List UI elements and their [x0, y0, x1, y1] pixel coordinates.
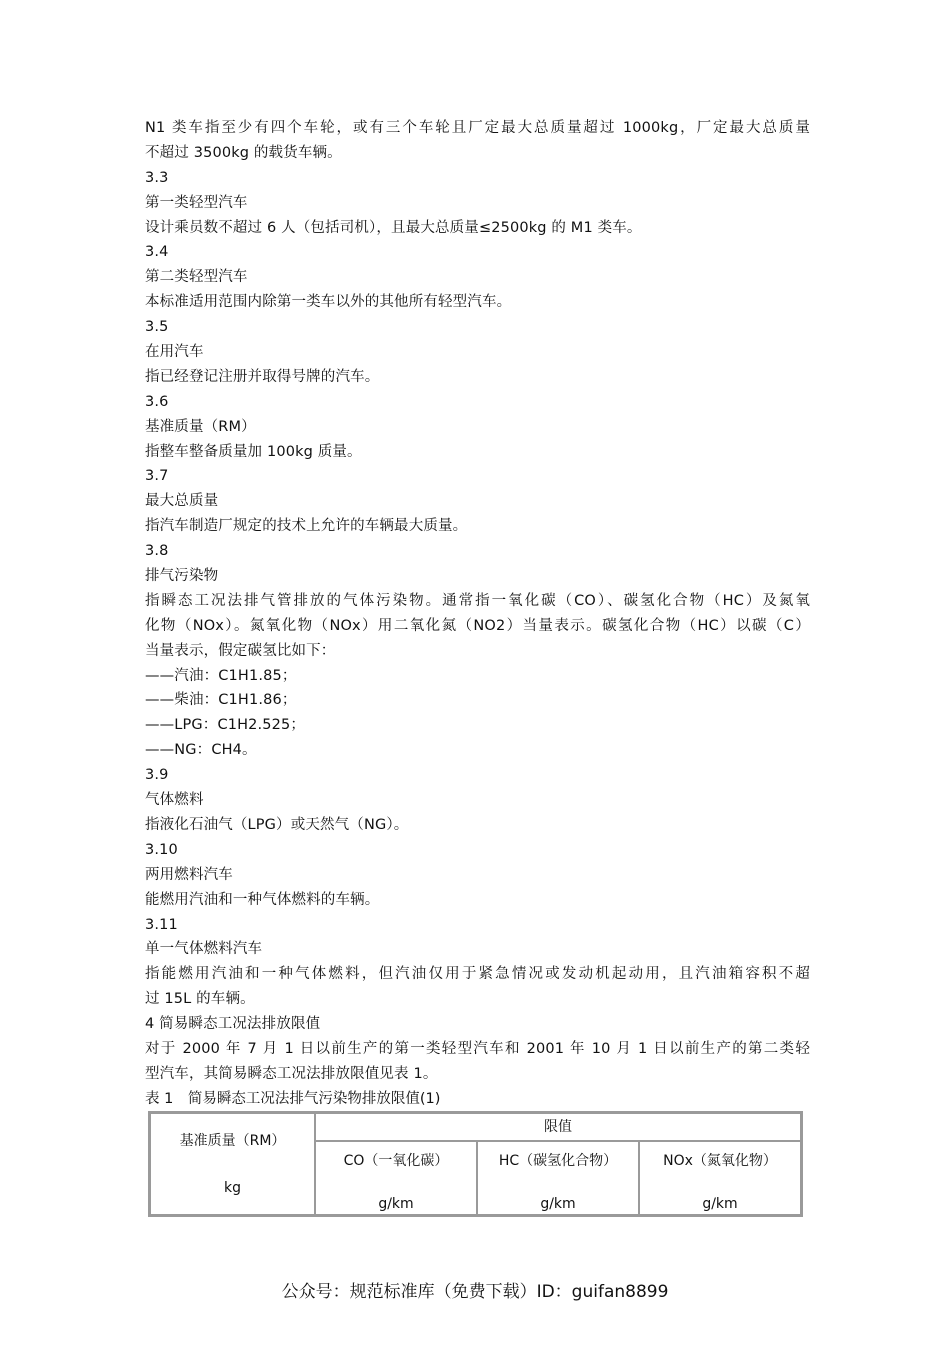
text-line: 本标准适用范围内除第一类车以外的其他所有轻型汽车。	[145, 294, 512, 311]
nox-label: NOx（氮氧化物）	[663, 1153, 777, 1169]
section-title: 单一气体燃料汽车	[145, 941, 263, 958]
emission-limits-table	[148, 1111, 803, 1217]
text-line: 指能燃用汽油和一种气体燃料，但汽油仅用于紧急情况或发动机起动用，且汽油箱容积不超	[145, 966, 810, 983]
section-number: 3.11	[145, 916, 178, 933]
co-label: CO（一氧化碳）	[343, 1153, 449, 1169]
text-line: 化物（NOx）。氮氧化物（NOx）用二氧化氮（NO2）当量表示。碳氢化合物（HC）以碳（C）	[145, 617, 810, 634]
section-title: 基准质量（RM）	[145, 418, 256, 435]
section-title: 最大总质量	[145, 493, 219, 510]
document-body	[145, 116, 810, 1111]
table-caption: 表 1 简易瞬态工况法排气污染物排放限值(1)	[145, 1090, 441, 1107]
co-unit: g/km	[378, 1196, 414, 1212]
text-line: 过 15L 的车辆。	[145, 991, 255, 1008]
limit-header: 限值	[315, 1113, 801, 1141]
co-header-cell	[315, 1141, 477, 1215]
text-line: 能燃用汽油和一种气体燃料的车辆。	[145, 891, 380, 908]
nox-unit: g/km	[702, 1196, 738, 1212]
text-line: 指汽车制造厂规定的技术上允许的车辆最大质量。	[145, 518, 468, 535]
section-title: 两用燃料汽车	[145, 866, 233, 883]
chapter-heading: 4 简易瞬态工况法排放限值	[145, 1016, 321, 1033]
section-title: 第一类轻型汽车	[145, 194, 248, 211]
section-title: 第二类轻型汽车	[145, 269, 248, 286]
section-number: 3.6	[145, 393, 169, 410]
section-number: 3.8	[145, 543, 169, 560]
section-number: 3.10	[145, 841, 178, 858]
hc-header-cell	[477, 1141, 639, 1215]
list-item: ——柴油：C1H1.86；	[145, 692, 297, 709]
section-title: 在用汽车	[145, 344, 204, 361]
text-line: 指瞬态工况法排气管排放的气体污染物。通常指一氧化碳（CO）、碳氢化合物（HC）及氮氧	[145, 592, 810, 609]
text-line: 指液化石油气（LPG）或天然气（NG）。	[145, 816, 409, 833]
footer-watermark-text: 公众号：规范标准库（免费下载）ID：guifan8899	[281, 1282, 669, 1302]
section-title: 排气污染物	[145, 568, 219, 585]
section-number: 3.7	[145, 468, 169, 485]
text-line: N1 类车指至少有四个车轮，或有三个车轮且厂定最大总质量超过 1000kg，厂定最大总质量	[145, 120, 810, 136]
nox-header-cell	[639, 1141, 801, 1215]
text-line: 型汽车，其简易瞬态工况法排放限值见表 1。	[145, 1065, 438, 1082]
text-line: 指整车整备质量加 100kg 质量。	[145, 443, 362, 460]
list-item: ——NG：CH4。	[145, 742, 257, 759]
list-item: ——LPG：C1H2.525；	[145, 717, 306, 734]
rm-label: 基准质量（RM）	[179, 1133, 286, 1149]
text-line: 不超过 3500kg 的载货车辆。	[145, 144, 342, 161]
section-number: 3.5	[145, 319, 169, 336]
section-title: 气体燃料	[145, 792, 204, 809]
rm-header-cell	[150, 1113, 315, 1215]
hc-unit: g/km	[540, 1196, 576, 1212]
hc-label: HC（碳氢化合物）	[498, 1153, 618, 1169]
rm-unit: kg	[224, 1180, 241, 1196]
text-line: 设计乘员数不超过 6 人（包括司机），且最大总质量≤2500kg 的 M1 类车。	[145, 219, 642, 236]
text-line: 当量表示，假定碳氢比如下：	[145, 642, 336, 659]
section-number: 3.3	[145, 169, 169, 186]
text-line: 指已经登记注册并取得号牌的汽车。	[145, 368, 380, 385]
section-number: 3.4	[145, 244, 169, 261]
section-number: 3.9	[145, 767, 169, 784]
list-item: ——汽油：C1H1.85；	[145, 667, 297, 684]
text-line: 对于 2000 年 7 月 1 日以前生产的第一类轻型汽车和 2001 年 10 月 1 日以前生产的第二类轻	[145, 1040, 810, 1057]
